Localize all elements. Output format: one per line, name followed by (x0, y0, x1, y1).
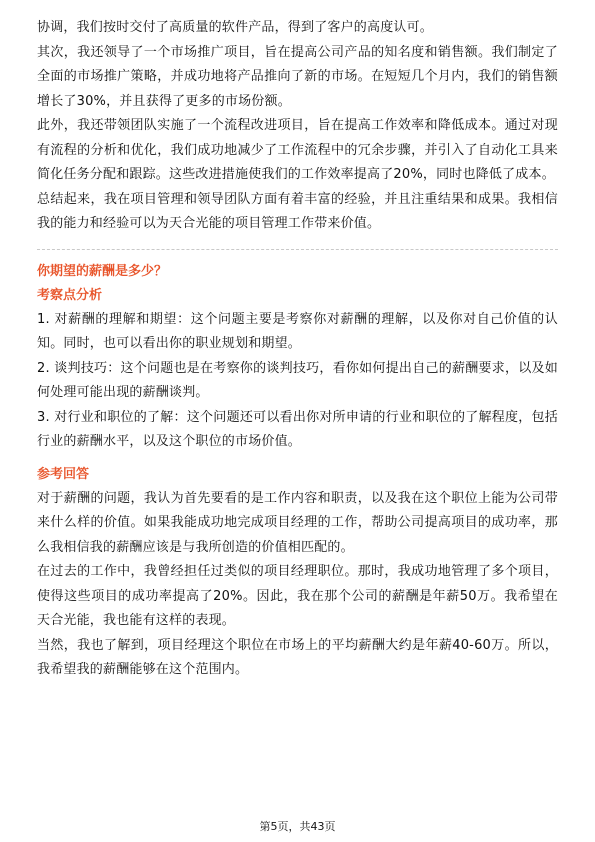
paragraph: 其次，我还领导了一个市场推广项目，旨在提高公司产品的知名度和销售额。我们制定了全面的市场推广策略，并成功地将产品推向了新的市场。在短短几个月内，我们的销售额增长了30%，并且获得了更多的市场份额。 (37, 44, 558, 109)
section-divider (37, 249, 558, 250)
question-heading: 你期望的薪酬是多少？ (37, 263, 168, 279)
answer-paragraph: 在过去的工作中，我曾经担任过类似的项目经理职位。那时，我成功地管理了多个项目，使得这些项目的成功率提高了20%。因此，我在那个公司的薪酬是年薪50万。我希望在天合光能，我也能有这样的表现。 (37, 564, 558, 628)
answer-paragraph: 当然，我也了解到，项目经理这个职位在市场上的平均薪酬大约是年薪40-60万。所以，我希望我的薪酬能够在这个范围内。 (37, 637, 558, 677)
paragraph: 此外，我还带领团队实施了一个流程改进项目，旨在提高工作效率和降低成本。通过对现有流程的分析和优化，我们成功地减少了工作流程中的冗余步骤，并引入了自动化工具来简化任务分配和跟踪。这些改进措施使我们的工作效率提高了20%，同时也降低了成本。 (37, 118, 558, 182)
paragraph: 协调，我们按时交付了高质量的软件产品，得到了客户的高度认可。 (37, 20, 434, 35)
analysis-heading: 考察点分析 (37, 287, 103, 303)
analysis-item: 2. 谈判技巧：这个问题也是在考察你的谈判技巧，看你如何提出自己的薪酬要求，以及如何处理可能出现的薪酬谈判。 (37, 360, 558, 400)
answer-heading: 参考回答 (37, 466, 90, 482)
document-page (37, 16, 558, 683)
analysis-item: 1. 对薪酬的理解和期望：这个问题主要是考察你对薪酬的理解，以及你对自己价值的认知。同时，也可以看出你的职业规划和期望。 (37, 311, 558, 351)
answer-paragraph: 对于薪酬的问题，我认为首先要看的是工作内容和职责，以及我在这个职位上能为公司带来什么样的价值。如果我能成功地完成项目经理的工作，帮助公司提高项目的成功率，那么我相信我的薪酬应该是与我所创造的价值相匹配的。 (37, 490, 558, 555)
paragraph: 总结起来，我在项目管理和领导团队方面有着丰富的经验，并且注重结果和成果。我相信我的能力和经验可以为天合光能的项目管理工作带来价值。 (37, 191, 558, 231)
page-number: 第5页，共43页 (259, 820, 336, 833)
analysis-item: 3. 对行业和职位的了解：这个问题还可以看出你对所申请的行业和职位的了解程度，包括行业的薪酬水平，以及这个职位的市场价值。 (37, 409, 558, 449)
